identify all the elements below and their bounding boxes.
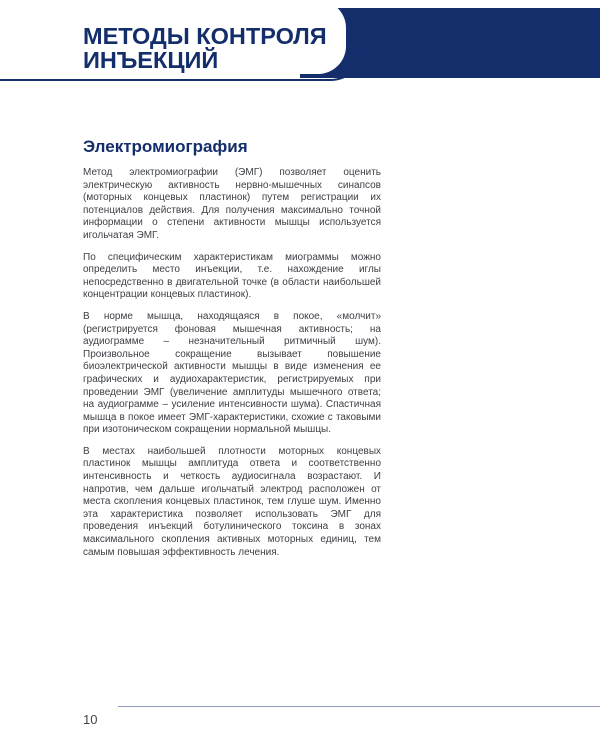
paragraph-3: В норме мышца, находящаяся в покое, «молчит» (регистрируется фоновая мышечная активность; на аудиограмме – незначительный ритмичный шум). Произвольное сокращение вызывает повышение биоэлектрической активности мышцы в виде изменения ее графических и аудиохарактеристик, регистрируемых при проведении ЭМГ (увеличение амплитуды мышечного ответа; на аудиограмме – усиление интенсивности шума). Спастичная мышца в покое имеет ЭМГ-характеристики, схожие с таковыми при изотоническом сокращении нормальной мышцы. — [83, 310, 381, 436]
header-band — [0, 0, 600, 82]
paragraph-1: Метод электромиографии (ЭМГ) позволяет оценить электрическую активность нервно-мышечных синапсов (моторных концевых пластинок) путем регистрации их потенциалов действия. Для получения максимально точной информации о степени активности мышцы используется игольчатая ЭМГ. — [83, 167, 381, 241]
page-title-line-1: МЕТОДЫ КОНТРОЛЯ — [83, 23, 327, 49]
section-title: Электромиография — [83, 137, 248, 156]
paragraph-4: В местах наибольшей плотности моторных концевых пластинок мышцы амплитуда ответа и соответственно интенсивность и четкость аудиосигнала возрастают. И напротив, чем дальше игольчатый электрод расположен от места скопления концевых пластинок, тем глуше шум. Именно эта характеристика позволяет использовать ЭМГ для проведения инъекций ботулинического токсина в зонах максимального скопления активных моторных единиц, тем самым повышая эффективность лечения. — [83, 445, 381, 558]
paragraph-2: По специфическим характеристикам миограммы можно определить место инъекции, т.е. нахождение иглы непосредственно в двигательной точке (в области наибольшей концентрации концевых пластинок). — [83, 251, 381, 301]
page-title — [83, 24, 373, 72]
body-text — [83, 167, 381, 568]
page-title-line-2: ИНЪЕКЦИЙ — [83, 47, 219, 73]
page-number: 10 — [83, 712, 98, 727]
footer-divider — [118, 706, 600, 707]
